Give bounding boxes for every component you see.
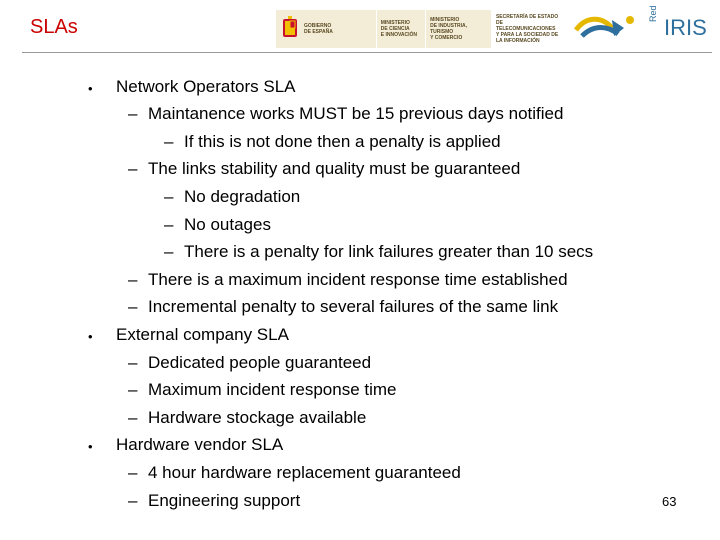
- dash-marker: –: [128, 491, 138, 510]
- ministry2-line1: MINISTERIO: [430, 17, 460, 23]
- secretaria-line1: SECRETARÍA DE ESTADO: [495, 14, 559, 20]
- sub-max-response-time: Maximum incident response time: [148, 380, 397, 399]
- ministry1-line2: DE CIENCIA: [380, 26, 410, 32]
- ministry-science-logo: [377, 10, 426, 48]
- rediris-logo: [572, 5, 712, 48]
- ministry2-line3: Y COMERCIO: [430, 35, 463, 41]
- bullet-hardware-vendor: Hardware vendor SLA: [116, 435, 284, 454]
- dash-marker: –: [164, 242, 174, 261]
- rediris-swoosh-icon: [572, 8, 642, 48]
- bullet-network-operators: Network Operators SLA: [116, 77, 296, 96]
- bullet-marker: •: [88, 81, 93, 96]
- subsub-no-degradation: No degradation: [184, 187, 301, 206]
- coat-of-arms-icon: [280, 16, 300, 42]
- sub-dedicated-people: Dedicated people guaranteed: [148, 353, 372, 372]
- gobierno-logo: [276, 10, 377, 48]
- sub-link-stability: The links stability and quality must be guaranteed: [148, 159, 521, 178]
- ministry-industry-logo: [426, 10, 492, 48]
- dash-marker: –: [128, 297, 138, 316]
- sub-hardware-stockage: Hardware stockage available: [148, 408, 367, 427]
- dash-marker: –: [128, 104, 138, 123]
- sub-4-hour-replacement: 4 hour hardware replacement guaranteed: [148, 463, 461, 482]
- government-logo-strip: [276, 10, 566, 48]
- bullet-marker: •: [88, 329, 93, 344]
- dash-marker: –: [128, 270, 138, 289]
- secretaria-line3: Y PARA LA SOCIEDAD DE: [495, 32, 559, 38]
- dash-marker: –: [164, 187, 174, 206]
- dash-marker: –: [128, 353, 138, 372]
- subsub-no-outages: No outages: [184, 215, 271, 234]
- bullet-external-company: External company SLA: [116, 325, 289, 344]
- rediris-red-label: Red: [648, 5, 658, 22]
- dash-marker: –: [128, 463, 138, 482]
- dash-marker: –: [128, 380, 138, 399]
- gov-line2: DE ESPAÑA: [304, 29, 333, 35]
- ministry2-line2: DE INDUSTRIA, TURISMO: [430, 23, 468, 35]
- secretaria-logo: [492, 10, 566, 48]
- ministry1-line3: E INNOVACIÓN: [380, 32, 418, 38]
- dash-marker: –: [164, 215, 174, 234]
- secretaria-line4: LA INFORMACIÓN: [495, 38, 540, 44]
- header-divider: [22, 52, 712, 53]
- rediris-iris-label: IRIS: [664, 15, 707, 40]
- sub-incident-response: There is a maximum incident response time established: [148, 270, 568, 289]
- subsub-penalty-applied: If this is not done then a penalty is applied: [184, 132, 501, 151]
- sub-engineering-support: Engineering support: [148, 491, 301, 510]
- subsub-link-failure-penalty: There is a penalty for link failures greater than 10 secs: [184, 242, 594, 261]
- dash-marker: –: [164, 132, 174, 151]
- gov-line1: GOBIERNO: [304, 23, 332, 29]
- secretaria-line2: DE TELECOMUNICACIONES: [495, 20, 556, 32]
- dash-marker: –: [128, 408, 138, 427]
- slide-title: SLAs: [30, 16, 78, 38]
- ministry1-line1: MINISTERIO: [380, 20, 410, 26]
- sub-incremental-penalty: Incremental penalty to several failures of the same link: [148, 297, 559, 316]
- dash-marker: –: [128, 159, 138, 178]
- sub-maintenance: Maintanence works MUST be 15 previous days notified: [148, 104, 564, 123]
- page-number: 63: [662, 494, 677, 509]
- bullet-marker: •: [88, 439, 93, 454]
